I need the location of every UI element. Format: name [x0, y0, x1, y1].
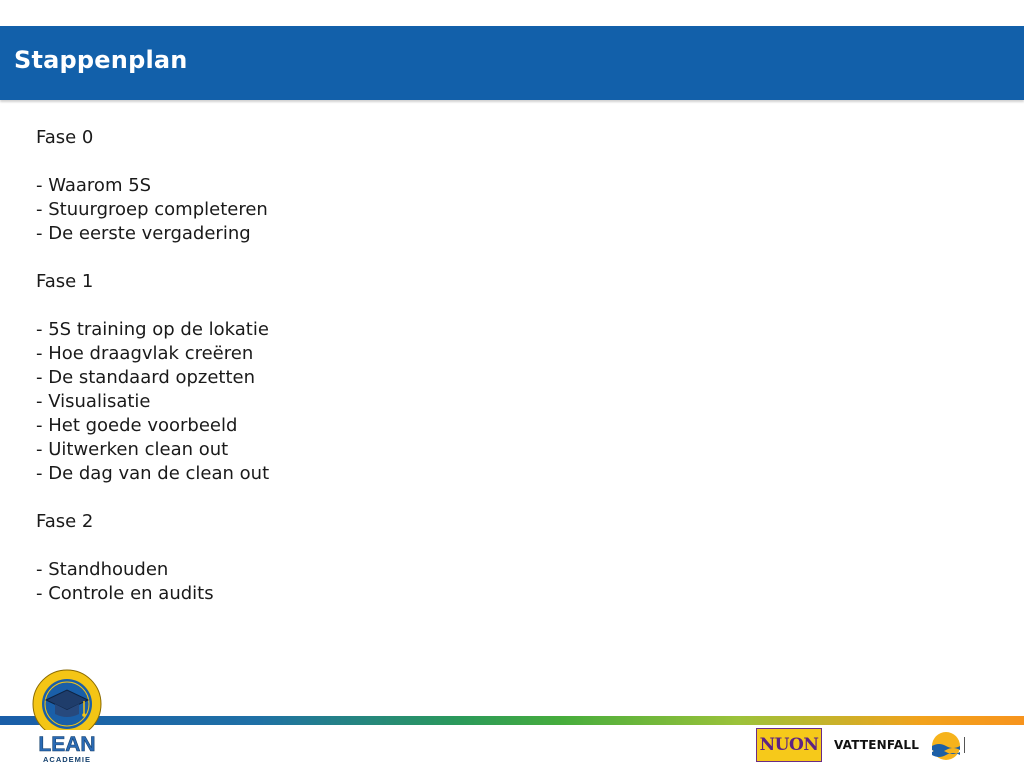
divider [964, 737, 965, 753]
vattenfall-label: VATTENFALL [834, 738, 920, 752]
spacer [36, 150, 269, 174]
spacer [36, 486, 269, 510]
list-item: - Het goede voorbeeld [36, 415, 238, 436]
svg-text:ACADEMIE: ACADEMIE [42, 755, 92, 764]
list-item: - Hoe draagvlak creëren [36, 343, 254, 364]
vattenfall-sun-icon [930, 730, 962, 762]
spacer [36, 534, 269, 558]
slide-content [36, 126, 269, 606]
list-item: - Standhouden [36, 559, 169, 580]
footer-color-stripe [0, 716, 1024, 725]
phase-2-label: Fase 2 [36, 511, 94, 532]
list-item: - 5S training op de lokatie [36, 319, 269, 340]
list-item: - De eerste vergadering [36, 223, 251, 244]
title-bar [0, 26, 1024, 100]
list-item: - Waarom 5S [36, 175, 152, 196]
list-item: - De standaard opzetten [36, 367, 256, 388]
page-title: Stappenplan [14, 46, 188, 74]
spacer [36, 294, 269, 318]
spacer [36, 246, 269, 270]
list-item: - De dag van de clean out [36, 463, 270, 484]
nuon-logo: NUON [756, 728, 822, 762]
svg-text:LEAN: LEAN [38, 733, 96, 756]
phase-1-label: Fase 1 [36, 271, 94, 292]
list-item: - Controle en audits [36, 583, 214, 604]
list-item: - Uitwerken clean out [36, 439, 229, 460]
list-item: - Stuurgroep completeren [36, 199, 268, 220]
phase-0-label: Fase 0 [36, 127, 94, 148]
lean-academie-logo [30, 668, 104, 764]
list-item: - Visualisatie [36, 391, 151, 412]
